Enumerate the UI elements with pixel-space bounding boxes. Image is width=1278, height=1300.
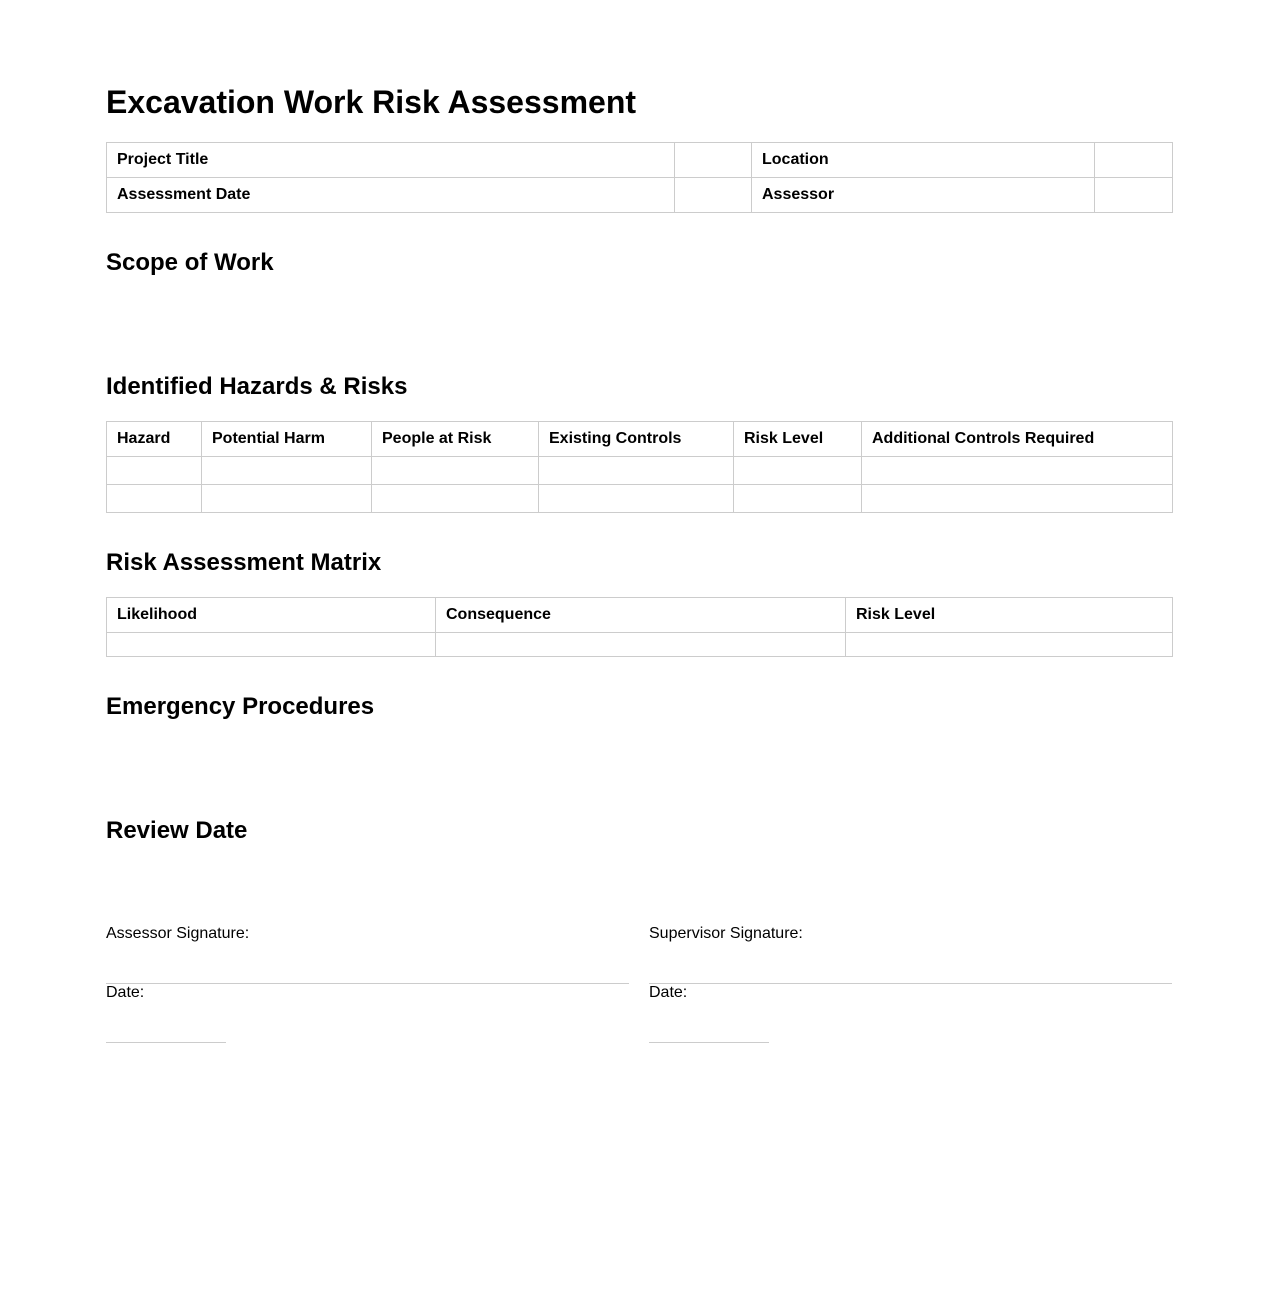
column-header-additional-controls: Additional Controls Required	[862, 422, 1173, 457]
table-cell[interactable]	[436, 633, 846, 657]
location-label: Location	[752, 143, 1095, 178]
supervisor-signature-line[interactable]	[649, 983, 1172, 984]
column-header-consequence: Consequence	[436, 598, 846, 633]
table-cell[interactable]	[107, 633, 436, 657]
supervisor-date-label: Date:	[649, 984, 688, 1001]
table-cell[interactable]	[107, 457, 202, 485]
assessor-field[interactable]	[1095, 178, 1173, 213]
assessor-date-label: Date:	[106, 984, 145, 1001]
hazards-table	[106, 421, 1173, 513]
table-row	[107, 633, 1173, 657]
column-header-likelihood: Likelihood	[107, 598, 436, 633]
table-cell[interactable]	[734, 485, 862, 513]
assessor-signature-label: Assessor Signature:	[106, 925, 250, 942]
column-header-risk-level: Risk Level	[734, 422, 862, 457]
table-row	[107, 485, 1173, 513]
section-heading-hazards: Identified Hazards & Risks	[106, 373, 408, 400]
section-heading-scope: Scope of Work	[106, 249, 274, 276]
page-title: Excavation Work Risk Assessment	[106, 84, 637, 120]
risk-matrix-table	[106, 597, 1173, 657]
assessor-signature-block	[106, 924, 629, 1001]
assessment-date-label: Assessment Date	[107, 178, 675, 213]
assessment-date-field[interactable]	[675, 178, 752, 213]
table-cell[interactable]	[862, 485, 1173, 513]
project-title-field[interactable]	[675, 143, 752, 178]
table-header-row	[107, 598, 1173, 633]
column-header-risk-level: Risk Level	[846, 598, 1173, 633]
assessor-date-line[interactable]	[106, 1042, 226, 1043]
supervisor-signature-label: Supervisor Signature:	[649, 925, 803, 942]
section-heading-review-date: Review Date	[106, 817, 248, 844]
table-header-row	[107, 422, 1173, 457]
table-cell[interactable]	[539, 457, 734, 485]
table-cell[interactable]	[107, 485, 202, 513]
section-heading-matrix: Risk Assessment Matrix	[106, 549, 382, 576]
table-cell[interactable]	[372, 457, 539, 485]
location-field[interactable]	[1095, 143, 1173, 178]
table-cell[interactable]	[539, 485, 734, 513]
table-cell[interactable]	[202, 457, 372, 485]
info-row	[107, 143, 1173, 178]
section-heading-emergency: Emergency Procedures	[106, 693, 375, 720]
column-header-existing-controls: Existing Controls	[539, 422, 734, 457]
column-header-people-at-risk: People at Risk	[372, 422, 539, 457]
assessor-label: Assessor	[752, 178, 1095, 213]
supervisor-signature-block	[649, 924, 1172, 1001]
table-cell[interactable]	[202, 485, 372, 513]
table-cell[interactable]	[372, 485, 539, 513]
table-cell[interactable]	[734, 457, 862, 485]
info-row	[107, 178, 1173, 213]
project-info-table	[106, 142, 1173, 213]
project-title-label: Project Title	[107, 143, 675, 178]
column-header-hazard: Hazard	[107, 422, 202, 457]
table-cell[interactable]	[846, 633, 1173, 657]
supervisor-date-line[interactable]	[649, 1042, 769, 1043]
assessor-signature-line[interactable]	[106, 983, 629, 984]
table-cell[interactable]	[862, 457, 1173, 485]
column-header-potential-harm: Potential Harm	[202, 422, 372, 457]
table-row	[107, 457, 1173, 485]
